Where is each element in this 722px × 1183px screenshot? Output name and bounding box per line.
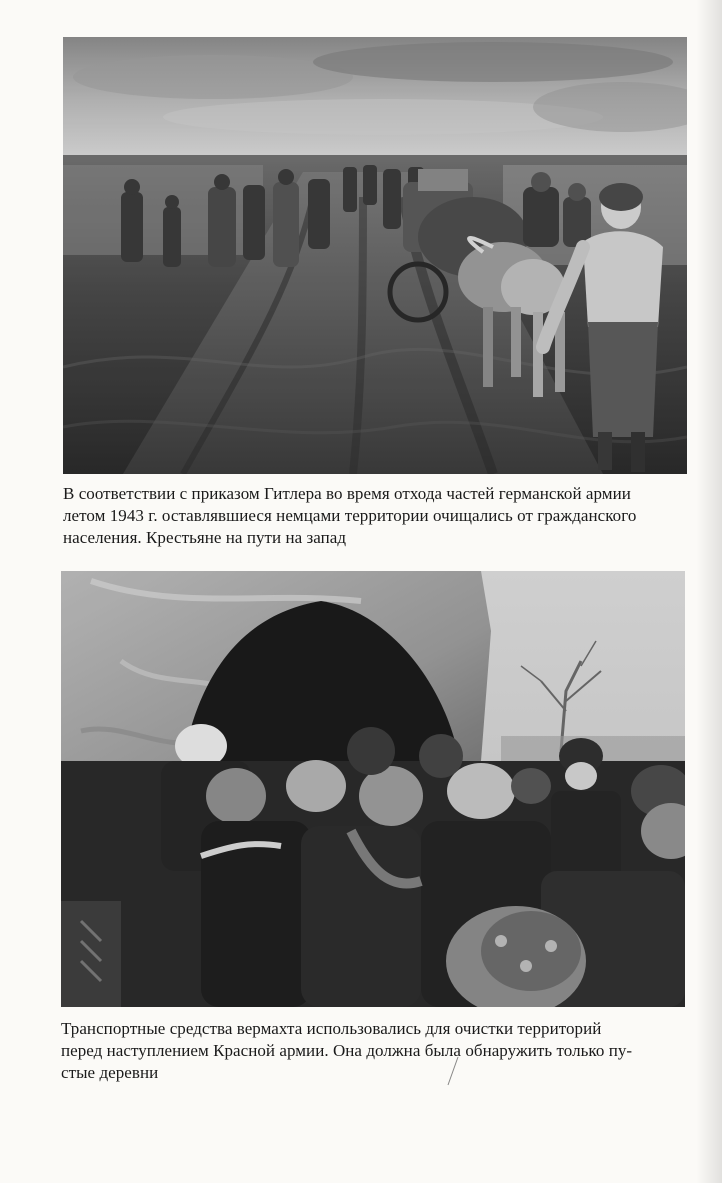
caption-line: стые деревни [61,1063,159,1082]
photo-women-at-truck [61,571,685,1007]
photo-women-at-truck-image [61,571,685,1007]
caption-line: населения. Крестьяне на пути на запад [63,528,347,547]
page-edge-shadow [696,0,722,1183]
caption-line: В соответствии с приказом Гитлера во время отхода частей германской армии [63,484,631,503]
caption-line: Транспортные средства вермахта использовались для очистки территорий [61,1019,602,1038]
pencil-mark [446,1056,460,1086]
caption-line: летом 1943 г. оставлявшиеся немцами территории очищались от гражданского [63,506,637,525]
photo-women-caption [61,1018,685,1084]
photo-refugees-on-road [63,37,687,474]
photo-refugees-on-road-image [63,37,687,474]
photo-refugees-caption [63,483,687,549]
caption-line: перед наступлением Красной армии. Она должна была обнаружить только пу- [61,1041,633,1060]
